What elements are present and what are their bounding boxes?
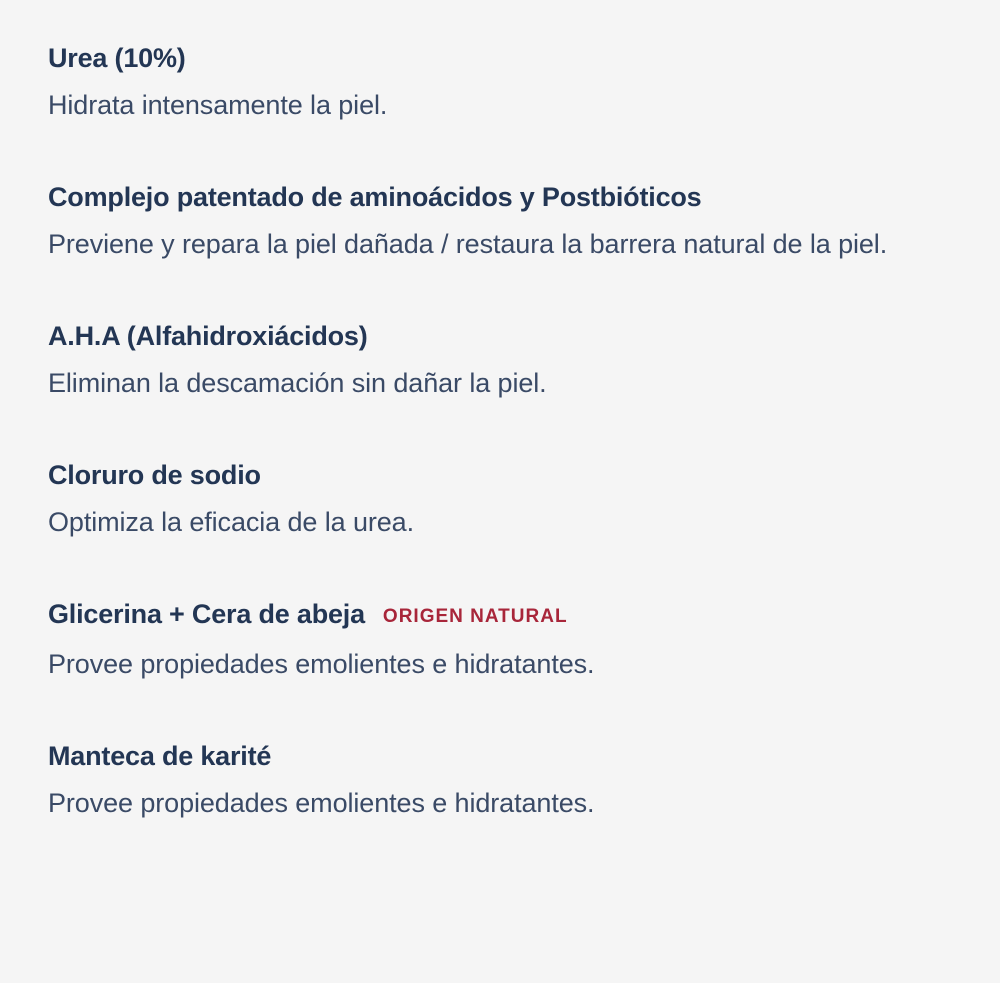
ingredient-item-sodium-chloride — [48, 453, 952, 547]
ingredient-name: Glicerina + Cera de abeja — [48, 599, 365, 629]
ingredient-item-shea-butter — [48, 734, 952, 828]
ingredient-item-aha — [48, 314, 952, 408]
ingredient-name: Urea (10%) — [48, 43, 186, 73]
ingredient-description: Optimiza la eficacia de la urea. — [48, 507, 414, 537]
ingredient-item-glycerin-beeswax — [48, 592, 952, 689]
ingredient-name: Complejo patentado de aminoácidos y Postbióticos — [48, 182, 702, 212]
ingredient-description: Previene y repara la piel dañada / restaura la barrera natural de la piel. — [48, 229, 888, 259]
ingredient-name: Cloruro de sodio — [48, 460, 261, 490]
natural-origin-badge: ORIGEN NATURAL — [382, 606, 568, 627]
ingredient-item-amino-complex — [48, 175, 952, 269]
ingredient-item-urea — [48, 36, 952, 130]
ingredient-description: Hidrata intensamente la piel. — [48, 90, 388, 120]
ingredient-description: Eliminan la descamación sin dañar la piel. — [48, 368, 547, 398]
ingredient-name: Manteca de karité — [48, 741, 272, 771]
ingredient-name: A.H.A (Alfahidroxiácidos) — [48, 321, 368, 351]
ingredient-description: Provee propiedades emolientes e hidratantes. — [48, 788, 595, 818]
ingredient-name-row — [48, 592, 952, 639]
ingredient-description: Provee propiedades emolientes e hidratantes. — [48, 649, 595, 679]
